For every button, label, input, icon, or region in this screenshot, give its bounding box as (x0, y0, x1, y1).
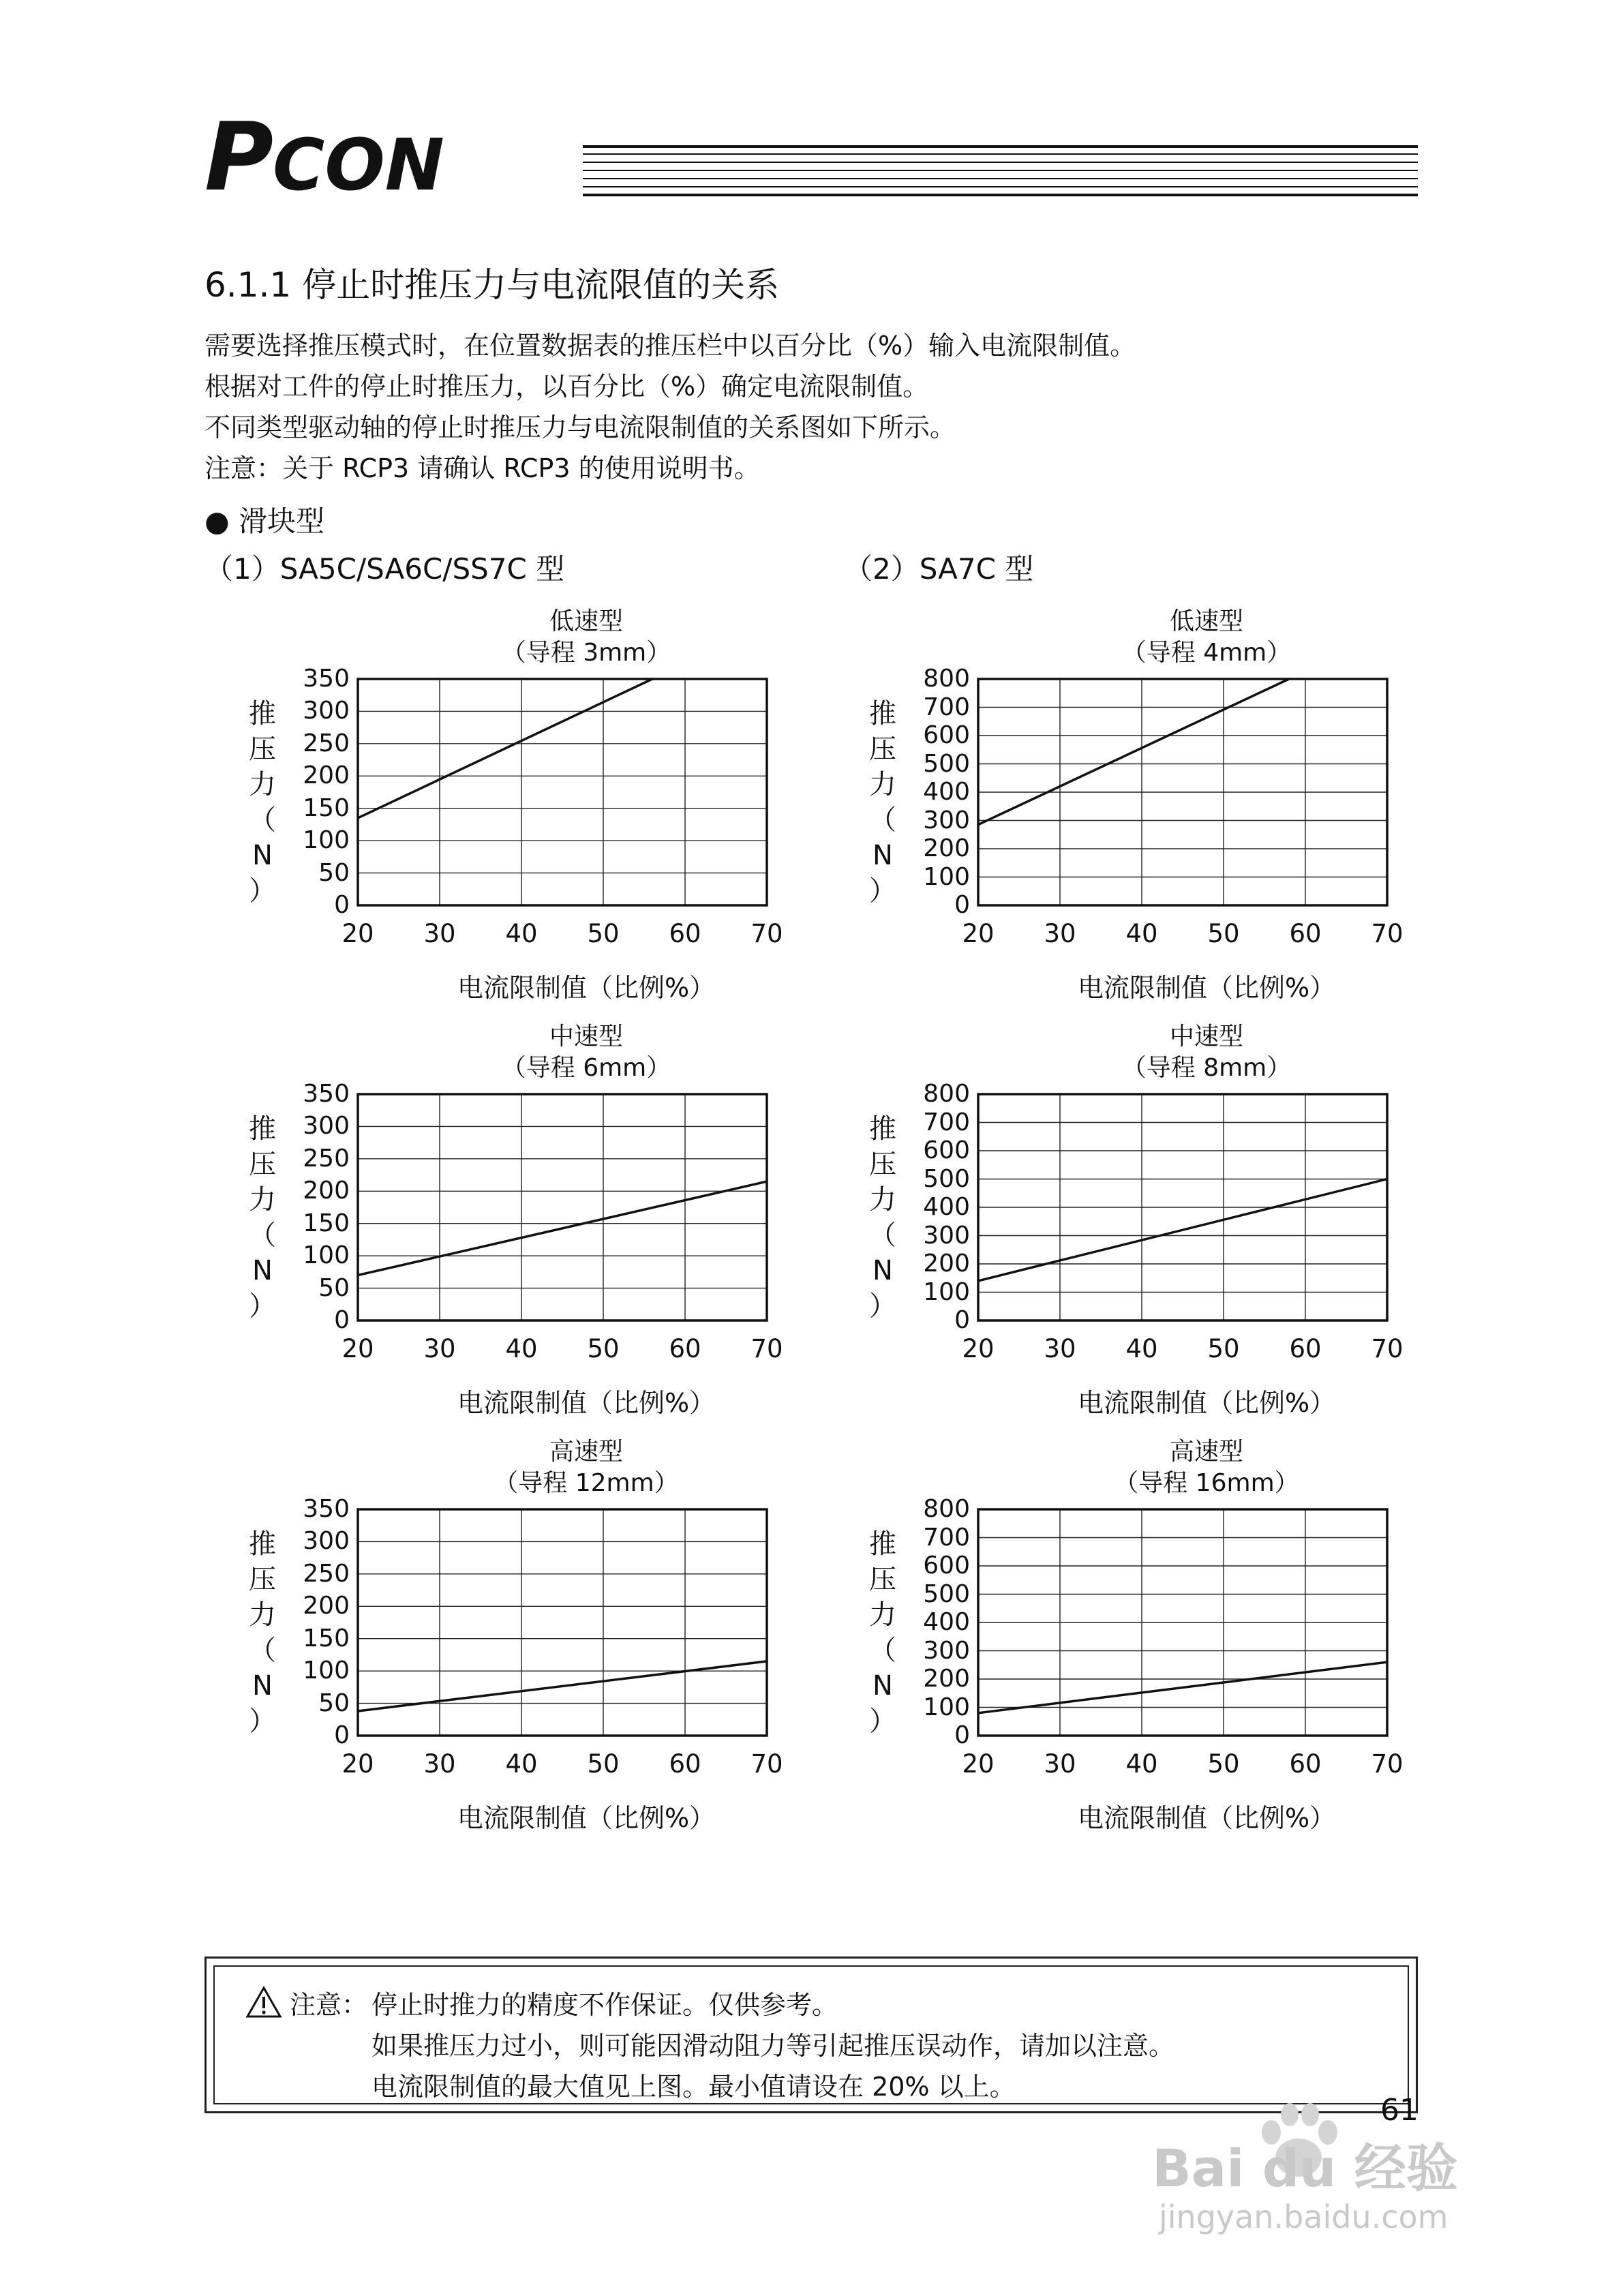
y-axis-label-char: N (252, 840, 273, 871)
x-tick-label: 50 (1207, 1334, 1240, 1363)
y-tick-label: 100 (923, 862, 970, 891)
chart-subtitle: （导程 8mm） (1121, 1054, 1292, 1082)
x-tick-label: 30 (423, 1334, 456, 1363)
y-tick-label: 0 (954, 1721, 970, 1749)
y-axis-label-char: （ (869, 1635, 896, 1666)
y-axis-label-char: 压 (249, 1149, 276, 1180)
y-axis-label-char: （ (249, 1635, 276, 1666)
chart-title: 高速型 (1169, 1438, 1243, 1466)
y-tick-label: 250 (303, 729, 350, 757)
watermark-url: jingyan.baidu.com (1159, 2199, 1448, 2235)
y-tick-label: 300 (303, 1112, 350, 1141)
y-tick-label: 100 (303, 826, 350, 855)
chart-title: 低速型 (549, 607, 623, 635)
intro-line: 注意：关于 RCP3 请确认 RCP3 的使用说明书。 (204, 453, 760, 483)
y-axis-label-char: ） (869, 875, 896, 907)
chart-high-16mm (825, 1432, 1438, 1834)
y-axis-label-glyphs (245, 696, 279, 909)
y-axis-label-char: 推 (869, 1113, 896, 1145)
y-axis-label-char: 推 (249, 1113, 276, 1145)
caution-line: 如果推压力过小，则可能因滑动阻力等引起推压误动作，请加以注意。 (371, 2031, 1175, 2061)
x-tick-label: 70 (1371, 1334, 1404, 1363)
series-line (358, 1181, 767, 1275)
y-axis-label-char: （ (869, 804, 896, 836)
y-tick-label: 300 (303, 1527, 350, 1556)
x-tick-label: 40 (505, 919, 538, 948)
x-axis-label: 电流限制值（比例%） (1077, 1803, 1336, 1833)
y-axis-label-char: 压 (869, 734, 896, 765)
y-tick-label: 600 (923, 1552, 970, 1580)
intro-line: 不同类型驱动轴的停止时推压力与电流限制值的关系图如下所示。 (204, 412, 956, 442)
x-tick-label: 40 (1125, 919, 1158, 948)
y-tick-label: 500 (923, 1164, 970, 1193)
y-tick-label: 50 (318, 858, 350, 887)
y-tick-label: 100 (923, 1278, 970, 1306)
y-tick-label: 50 (318, 1689, 350, 1717)
y-axis-label-char: N (873, 1255, 893, 1286)
y-axis-label-char: 力 (869, 769, 896, 800)
caution-line: 电流限制值的最大值见上图。最小值请设在 20% 以上。 (371, 2072, 1016, 2102)
y-tick-label: 400 (923, 1608, 970, 1636)
chart-high-12mm (204, 1432, 818, 1834)
y-axis-label-glyphs (866, 1526, 900, 1739)
y-axis-label-char: 力 (249, 1184, 276, 1215)
x-tick-label: 20 (962, 919, 995, 948)
x-tick-label: 60 (1289, 1334, 1322, 1363)
x-tick-label: 40 (505, 1334, 538, 1363)
y-tick-label: 400 (923, 1193, 970, 1221)
intro-line: 根据对工件的停止时推压力，以百分比（%）确定电流限制值。 (204, 372, 929, 402)
y-tick-label: 800 (923, 665, 970, 693)
y-axis-label-char: ） (869, 1706, 896, 1737)
x-tick-label: 40 (505, 1749, 538, 1779)
y-tick-label: 300 (303, 697, 350, 725)
y-axis-label-char: ） (249, 1706, 276, 1737)
x-tick-label: 60 (669, 919, 701, 948)
x-tick-label: 60 (1289, 919, 1322, 948)
y-tick-label: 0 (954, 891, 970, 919)
y-tick-label: 0 (334, 1306, 350, 1334)
y-tick-label: 100 (303, 1657, 350, 1685)
y-axis-label-char: 推 (869, 698, 896, 729)
subhead-sa5c: （1）SA5C/SA6C/SS7C 型 (204, 552, 565, 586)
series-line (978, 1179, 1387, 1281)
x-tick-label: 70 (750, 1334, 783, 1363)
x-tick-label: 40 (1125, 1334, 1158, 1363)
y-tick-label: 300 (923, 806, 970, 834)
y-axis-label-char: ） (869, 1290, 896, 1322)
y-axis-label-char: N (252, 1670, 273, 1702)
x-tick-label: 60 (669, 1749, 701, 1779)
series-line (358, 679, 652, 818)
y-axis-label-char: ） (249, 875, 276, 907)
x-tick-label: 30 (1044, 919, 1076, 948)
pcon-logo (204, 116, 586, 205)
y-axis-label-char: 推 (869, 1528, 896, 1560)
y-tick-label: 200 (303, 1592, 350, 1620)
x-tick-label: 30 (1044, 1334, 1076, 1363)
y-tick-label: 350 (303, 1080, 350, 1108)
subhead-sa7c: （2）SA7C 型 (844, 552, 1034, 586)
y-tick-label: 50 (318, 1273, 350, 1302)
x-tick-label: 50 (587, 1749, 620, 1779)
y-tick-label: 250 (303, 1559, 350, 1588)
chart-title: 低速型 (1169, 607, 1243, 635)
x-tick-label: 70 (1371, 919, 1404, 948)
y-axis-label-char: 压 (869, 1564, 896, 1595)
x-tick-label: 40 (1125, 1749, 1158, 1779)
caution-line: 停止时推力的精度不作保证。仅供参考。 (371, 1990, 838, 2020)
y-tick-label: 350 (303, 1495, 350, 1523)
x-axis-label: 电流限制值（比例%） (1077, 973, 1336, 1003)
x-tick-label: 20 (342, 1749, 374, 1779)
y-tick-label: 500 (923, 749, 970, 778)
chart-title: 高速型 (549, 1438, 623, 1466)
chart-title: 中速型 (1169, 1023, 1243, 1051)
plot-frame (358, 1509, 767, 1736)
y-tick-label: 0 (334, 891, 350, 919)
header-rules (583, 145, 1418, 198)
y-tick-label: 400 (923, 778, 970, 806)
x-tick-label: 50 (587, 1334, 620, 1363)
y-tick-label: 600 (923, 1136, 970, 1164)
x-tick-label: 30 (423, 919, 456, 948)
y-tick-label: 200 (923, 1250, 970, 1278)
x-tick-label: 20 (342, 1334, 374, 1363)
x-tick-label: 60 (669, 1334, 701, 1363)
y-tick-label: 200 (923, 1665, 970, 1693)
y-axis-label-glyphs (245, 1526, 279, 1739)
y-tick-label: 250 (303, 1144, 350, 1173)
y-axis-label-char: ） (249, 1290, 276, 1322)
chart-mid-8mm (825, 1017, 1438, 1419)
y-axis-label-char: N (252, 1255, 273, 1286)
y-axis-label-glyphs (866, 696, 900, 909)
y-tick-label: 200 (303, 1177, 350, 1205)
series-line (978, 1662, 1387, 1713)
y-axis-label-char: 推 (249, 698, 276, 729)
y-tick-label: 100 (303, 1241, 350, 1270)
bullet-slider-type: ● 滑块型 (204, 504, 324, 538)
x-tick-label: 70 (750, 1749, 783, 1779)
x-axis-label: 电流限制值（比例%） (457, 1803, 716, 1833)
watermark-logo: Bai du 经验 (1152, 2138, 1458, 2199)
logo-con: CON (273, 123, 444, 205)
y-axis-label-char: （ (249, 1220, 276, 1251)
plot-frame (358, 679, 767, 905)
y-axis-label-char: 力 (249, 769, 276, 800)
x-tick-label: 20 (342, 919, 374, 948)
chart-subtitle: （导程 16mm） (1114, 1469, 1299, 1497)
chart-title: 中速型 (549, 1023, 623, 1051)
x-tick-label: 50 (1207, 1749, 1240, 1779)
y-axis-label-char: N (873, 1670, 893, 1702)
x-tick-label: 50 (1207, 919, 1240, 948)
logo-p: P (204, 116, 274, 205)
y-axis-label-glyphs (245, 1111, 279, 1324)
chart-subtitle: （导程 12mm） (494, 1469, 679, 1497)
caution-box (204, 1957, 1418, 2113)
y-axis-label-char: （ (249, 804, 276, 836)
y-axis-label-char: N (873, 840, 893, 871)
chart-low-4mm (825, 602, 1438, 1004)
intro-line: 需要选择推压模式时，在位置数据表的推压栏中以百分比（%）输入电流限制值。 (204, 331, 1136, 361)
y-tick-label: 0 (334, 1721, 350, 1749)
y-tick-label: 150 (303, 1624, 350, 1652)
x-tick-label: 60 (1289, 1749, 1322, 1779)
y-tick-label: 200 (303, 761, 350, 790)
y-axis-label-char: 压 (249, 1564, 276, 1595)
x-tick-label: 70 (1371, 1749, 1404, 1779)
y-tick-label: 200 (923, 834, 970, 862)
y-axis-label-char: 力 (869, 1599, 896, 1631)
y-tick-label: 800 (923, 1080, 970, 1108)
y-tick-label: 700 (923, 1108, 970, 1136)
x-axis-label: 电流限制值（比例%） (457, 973, 716, 1003)
y-tick-label: 300 (923, 1221, 970, 1250)
plot-frame (358, 1094, 767, 1320)
page-number: 61 (1380, 2093, 1419, 2128)
y-tick-label: 700 (923, 1523, 970, 1552)
chart-subtitle: （导程 3mm） (501, 639, 671, 667)
y-axis-label-char: 压 (249, 734, 276, 765)
chart-low-3mm (204, 602, 818, 1004)
y-tick-label: 0 (954, 1306, 970, 1334)
y-tick-label: 150 (303, 1209, 350, 1237)
x-axis-label: 电流限制值（比例%） (457, 1388, 716, 1418)
chart-mid-6mm (204, 1017, 818, 1419)
y-tick-label: 600 (923, 721, 970, 749)
y-tick-label: 150 (303, 794, 350, 822)
section-title: 6.1.1 停止时推压力与电流限值的关系 (204, 265, 780, 305)
y-axis-label-char: 力 (869, 1184, 896, 1215)
y-tick-label: 100 (923, 1693, 970, 1721)
caution-label: 注意： (290, 1990, 368, 2020)
x-axis-label: 电流限制值（比例%） (1077, 1388, 1336, 1418)
y-tick-label: 350 (303, 665, 350, 693)
x-tick-label: 30 (423, 1749, 456, 1779)
y-tick-label: 700 (923, 693, 970, 721)
y-axis-label-char: 力 (249, 1599, 276, 1631)
x-tick-label: 20 (962, 1749, 995, 1779)
y-axis-label-char: 推 (249, 1528, 276, 1560)
chart-subtitle: （导程 6mm） (501, 1054, 671, 1082)
y-axis-label-char: （ (869, 1220, 896, 1251)
series-line (978, 679, 1289, 825)
x-tick-label: 70 (750, 919, 783, 948)
y-axis-label-char: 压 (869, 1149, 896, 1180)
y-tick-label: 300 (923, 1636, 970, 1665)
y-axis-label-glyphs (866, 1111, 900, 1324)
x-tick-label: 50 (587, 919, 620, 948)
y-tick-label: 800 (923, 1495, 970, 1523)
chart-subtitle: （导程 4mm） (1121, 639, 1292, 667)
x-tick-label: 30 (1044, 1749, 1076, 1779)
warning-icon (245, 1986, 282, 2019)
x-tick-label: 20 (962, 1334, 995, 1363)
y-tick-label: 500 (923, 1580, 970, 1608)
